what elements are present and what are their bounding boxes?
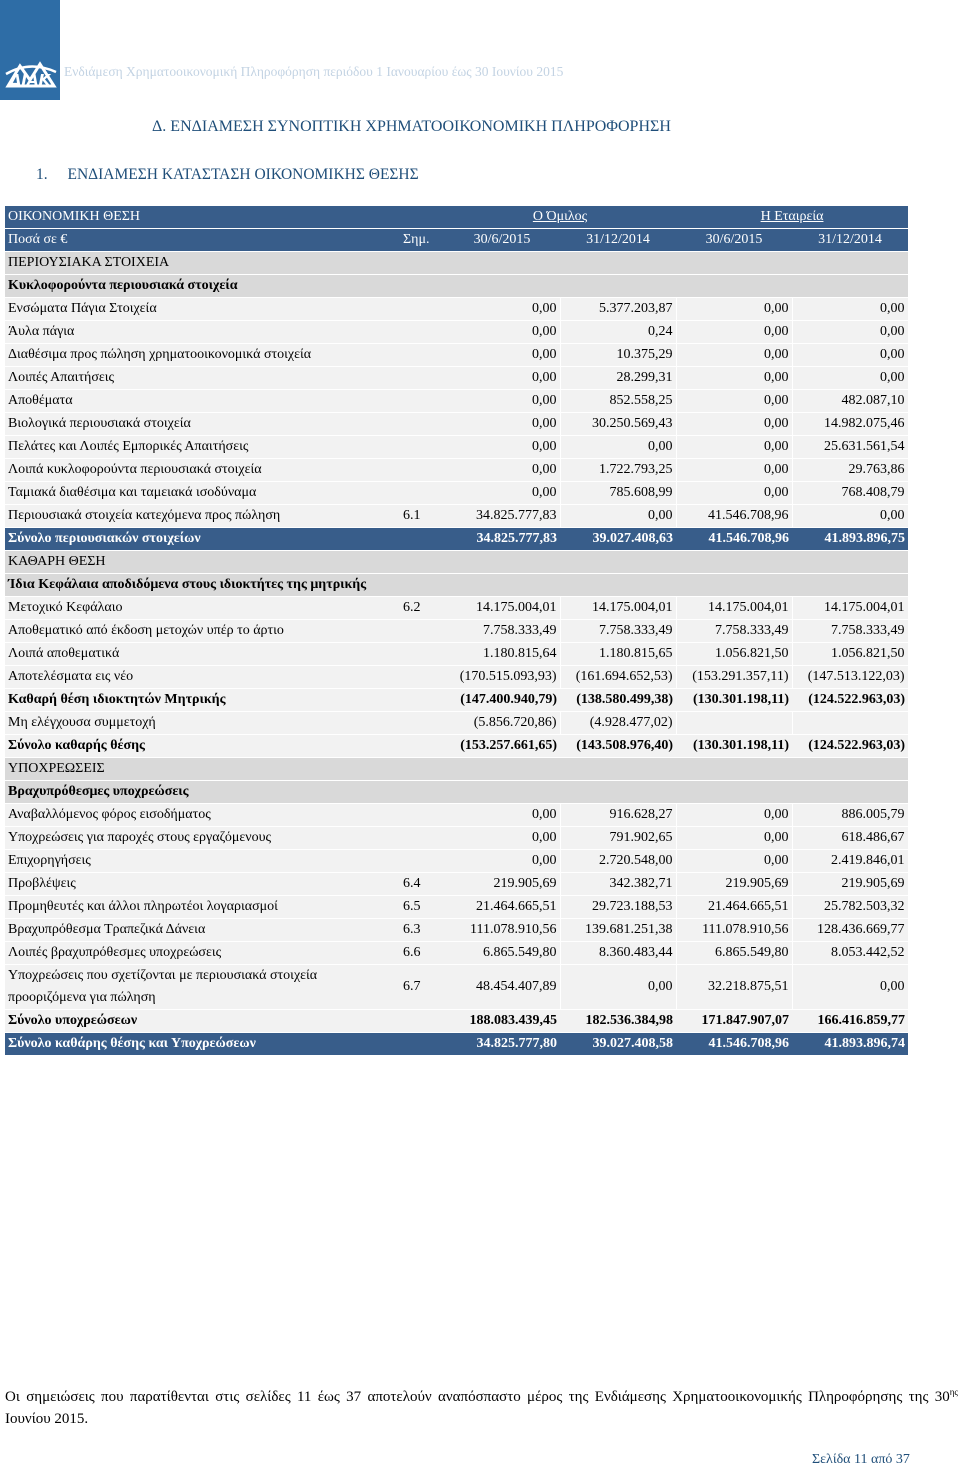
row-label: Καθαρή θέση ιδιοκτητών Μητρικής	[5, 689, 400, 712]
row-value: 0,00	[792, 965, 908, 1010]
row-value: (5.856.720,86)	[444, 712, 560, 735]
row-value: 0,00	[792, 298, 908, 321]
table-row	[5, 321, 908, 344]
note-column-label: Σημ.	[400, 229, 444, 252]
row-value: 7.758.333,49	[676, 620, 792, 643]
row-value: 0,00	[676, 850, 792, 873]
row-value: 0,00	[676, 321, 792, 344]
row-value: 10.375,29	[560, 344, 676, 367]
row-value	[676, 712, 792, 735]
row-label: Σύνολο υποχρεώσεων	[5, 1010, 400, 1033]
row-value: 34.825.777,83	[444, 528, 560, 551]
row-value: 7.758.333,49	[444, 620, 560, 643]
row-label: Υποχρεώσεις που σχετίζονται με περιουσιακά στοιχεία προοριζόμενα για πώληση	[5, 965, 400, 1010]
minority-row	[5, 712, 908, 735]
row-value: 2.720.548,00	[560, 850, 676, 873]
current-assets-heading	[5, 275, 908, 298]
table-row	[5, 505, 908, 528]
row-value: 0,00	[676, 390, 792, 413]
row-value: (153.291.357,11)	[676, 666, 792, 689]
row-value: 0,00	[676, 804, 792, 827]
date-header: 30/6/2015	[676, 229, 792, 252]
row-value: 0,00	[560, 436, 676, 459]
table-row	[5, 459, 908, 482]
group-column-label: Ο Όμιλος	[444, 206, 676, 229]
row-value: 0,00	[676, 482, 792, 505]
row-note	[400, 298, 444, 321]
row-value: 0,00	[444, 850, 560, 873]
row-value: 0,00	[444, 321, 560, 344]
row-value: 32.218.875,51	[676, 965, 792, 1010]
row-value: 0,00	[676, 459, 792, 482]
footer-sup: ης	[949, 1387, 958, 1397]
row-value: (170.515.093,93)	[444, 666, 560, 689]
row-note	[400, 804, 444, 827]
row-value: 0,00	[676, 367, 792, 390]
row-value: 14.175.004,01	[444, 597, 560, 620]
equity-sub-heading-label: Ίδια Κεφάλαια αποδιδόμενα στους ιδιοκτήτες της μητρικής	[5, 574, 908, 597]
row-label: Πελάτες και Λοιπές Εμπορικές Απαιτήσεις	[5, 436, 400, 459]
company-column-label: Η Εταιρεία	[676, 206, 908, 229]
row-value: 0,00	[676, 827, 792, 850]
row-note: 6.5	[400, 896, 444, 919]
row-note: 6.6	[400, 942, 444, 965]
row-label: Λοιπά αποθεματικά	[5, 643, 400, 666]
table-row	[5, 298, 908, 321]
row-value	[792, 712, 908, 735]
row-label: Λοιπές Απαιτήσεις	[5, 367, 400, 390]
row-value: 6.865.549,80	[444, 942, 560, 965]
row-value: 188.083.439,45	[444, 1010, 560, 1033]
row-value: 219.905,69	[676, 873, 792, 896]
table-date-row	[5, 229, 908, 252]
row-label: Ενσώματα Πάγια Στοιχεία	[5, 298, 400, 321]
row-value: 25.782.503,32	[792, 896, 908, 919]
company-logo	[0, 0, 60, 100]
footer-text: Οι σημειώσεις που παρατίθενται στις σελίδες 11 έως 37 αποτελούν αναπόσπαστο μέρος της Ενδιάμεσης Χρηματοοικονομικής Πληροφόρησης της 30	[5, 1389, 950, 1405]
row-note	[400, 436, 444, 459]
row-label: Βιολογικά περιουσιακά στοιχεία	[5, 413, 400, 436]
row-note	[400, 390, 444, 413]
row-note	[400, 367, 444, 390]
total-liabilities-row	[5, 1010, 908, 1033]
row-value: 5.377.203,87	[560, 298, 676, 321]
row-label: Λοιπά κυκλοφορούντα περιουσιακά στοιχεία	[5, 459, 400, 482]
row-value: 0,00	[676, 436, 792, 459]
row-note	[400, 689, 444, 712]
row-value: 111.078.910,56	[444, 919, 560, 942]
row-value: (130.301.198,11)	[676, 735, 792, 758]
total-equity-row	[5, 735, 908, 758]
row-value: 0,00	[444, 344, 560, 367]
row-note	[400, 528, 444, 551]
row-label: Ταμιακά διαθέσιμα και ταμειακά ισοδύναμα	[5, 482, 400, 505]
row-note: 6.2	[400, 597, 444, 620]
sub-section-number: 1.	[36, 166, 48, 183]
row-value: 342.382,71	[560, 873, 676, 896]
table-row	[5, 620, 908, 643]
row-label: Προμηθευτές και άλλοι πληρωτέοι λογαριασμοί	[5, 896, 400, 919]
row-label: Βραχυπρόθεσμα Τραπεζικά Δάνεια	[5, 919, 400, 942]
row-note	[400, 735, 444, 758]
row-value: 25.631.561,54	[792, 436, 908, 459]
row-value: 0,00	[792, 505, 908, 528]
row-value: (143.508.976,40)	[560, 735, 676, 758]
equity-sub-heading	[5, 574, 908, 597]
table-row	[5, 873, 908, 896]
table-row	[5, 896, 908, 919]
row-value: 0,00	[444, 413, 560, 436]
row-label: Αποθέματα	[5, 390, 400, 413]
table-row	[5, 413, 908, 436]
row-value: 7.758.333,49	[560, 620, 676, 643]
liabilities-heading-label: ΥΠΟΧΡΕΩΣΕΙΣ	[5, 758, 908, 781]
row-value: 1.180.815,65	[560, 643, 676, 666]
row-label: Μετοχικό Κεφάλαιο	[5, 597, 400, 620]
row-value: 0,00	[792, 321, 908, 344]
row-value: 34.825.777,80	[444, 1033, 560, 1056]
svg-text:ΔΙΑΚ: ΔΙΑΚ	[9, 71, 51, 89]
row-value: 852.558,25	[560, 390, 676, 413]
financial-position-table	[5, 206, 909, 1056]
row-value: 6.865.549,80	[676, 942, 792, 965]
footer-note	[5, 1381, 958, 1430]
total-assets-row	[5, 528, 908, 551]
row-value: 785.608,99	[560, 482, 676, 505]
row-value: 34.825.777,83	[444, 505, 560, 528]
row-value: 41.546.708,96	[676, 505, 792, 528]
equity-heading	[5, 551, 908, 574]
section-title: Δ. ΕΝΔΙΑΜΕΣΗ ΣΥΝΟΠΤΙΚΗ ΧΡΗΜΑΤΟΟΙΚΟΝΟΜΙΚΗ ΠΛΗΡΟΦΟΡΗΣΗ	[152, 118, 671, 135]
row-value: 791.902,65	[560, 827, 676, 850]
table-row	[5, 597, 908, 620]
row-value: 0,00	[444, 367, 560, 390]
table-row	[5, 367, 908, 390]
row-value: 14.175.004,01	[792, 597, 908, 620]
row-note	[400, 666, 444, 689]
row-note: 6.3	[400, 919, 444, 942]
row-value: 2.419.846,01	[792, 850, 908, 873]
row-value: 0,00	[792, 344, 908, 367]
row-value: 41.546.708,96	[676, 1033, 792, 1056]
row-value: 0,00	[444, 436, 560, 459]
row-label: Διαθέσιμα προς πώληση χρηματοοικονομικά στοιχεία	[5, 344, 400, 367]
document-header-note: Ενδιάμεση Χρηματοοικονομική Πληροφόρηση περιόδου 1 Ιανουαρίου έως 30 Ιουνίου 2015	[64, 64, 564, 79]
assets-heading	[5, 252, 908, 275]
row-note	[400, 620, 444, 643]
row-value: 1.056.821,50	[676, 643, 792, 666]
row-label: Μη ελέγχουσα συμμετοχή	[5, 712, 400, 735]
row-value: 0,00	[676, 344, 792, 367]
row-value: 28.299,31	[560, 367, 676, 390]
row-label: Αναβαλλόμενος φόρος εισοδήματος	[5, 804, 400, 827]
row-value: (4.928.477,02)	[560, 712, 676, 735]
table-row	[5, 482, 908, 505]
table-row	[5, 942, 908, 965]
short-liabilities-heading-label: Βραχυπρόθεσμες υποχρεώσεις	[5, 781, 908, 804]
row-value: 128.436.669,77	[792, 919, 908, 942]
row-note: 6.7	[400, 965, 444, 1010]
row-value: 618.486,67	[792, 827, 908, 850]
row-value: 886.005,79	[792, 804, 908, 827]
row-value: 219.905,69	[792, 873, 908, 896]
held-for-sale-liabilities-row	[5, 965, 908, 1010]
row-note	[400, 413, 444, 436]
row-value: (130.301.198,11)	[676, 689, 792, 712]
row-value: 171.847.907,07	[676, 1010, 792, 1033]
row-value: 0,00	[444, 804, 560, 827]
row-value: 1.180.815,64	[444, 643, 560, 666]
row-value: 0,00	[792, 367, 908, 390]
table-row	[5, 344, 908, 367]
row-value: 916.628,27	[560, 804, 676, 827]
row-value: 0,00	[560, 965, 676, 1010]
row-value: 166.416.859,77	[792, 1010, 908, 1033]
short-liabilities-heading	[5, 781, 908, 804]
row-value: 21.464.665,51	[676, 896, 792, 919]
row-label: Προβλέψεις	[5, 873, 400, 896]
row-value: 0,00	[444, 390, 560, 413]
row-value: 8.053.442,52	[792, 942, 908, 965]
row-value: 41.546.708,96	[676, 528, 792, 551]
row-label: Σύνολο περιουσιακών στοιχείων	[5, 528, 400, 551]
row-value: 219.905,69	[444, 873, 560, 896]
row-value: 0,00	[560, 505, 676, 528]
parent-equity-row	[5, 689, 908, 712]
row-value: 0,00	[444, 298, 560, 321]
date-header: 31/12/2014	[792, 229, 908, 252]
row-value: 29.723.188,53	[560, 896, 676, 919]
table-title: ΟΙΚΟΝΟΜΙΚΗ ΘΕΣΗ	[5, 206, 444, 229]
row-value: (147.400.940,79)	[444, 689, 560, 712]
total-equity-liabilities-row	[5, 1033, 908, 1056]
row-value: 0,00	[676, 413, 792, 436]
table-row	[5, 850, 908, 873]
row-note	[400, 643, 444, 666]
row-note	[400, 712, 444, 735]
row-value: 7.758.333,49	[792, 620, 908, 643]
row-value: (153.257.661,65)	[444, 735, 560, 758]
row-note	[400, 321, 444, 344]
row-value: 768.408,79	[792, 482, 908, 505]
row-label: Περιουσιακά στοιχεία κατεχόμενα προς πώληση	[5, 505, 400, 528]
row-note: 6.1	[400, 505, 444, 528]
date-header: 31/12/2014	[560, 229, 676, 252]
row-value: 0,00	[444, 827, 560, 850]
table-row	[5, 643, 908, 666]
row-value: 1.056.821,50	[792, 643, 908, 666]
row-value: 482.087,10	[792, 390, 908, 413]
row-value: 1.722.793,25	[560, 459, 676, 482]
row-value: 39.027.408,63	[560, 528, 676, 551]
amounts-label: Ποσά σε €	[5, 229, 400, 252]
row-value: 0,00	[676, 298, 792, 321]
row-value: 14.175.004,01	[676, 597, 792, 620]
row-note	[400, 459, 444, 482]
row-value: 182.536.384,98	[560, 1010, 676, 1033]
row-value: (124.522.963,03)	[792, 689, 908, 712]
row-value: 21.464.665,51	[444, 896, 560, 919]
row-value: 14.982.075,46	[792, 413, 908, 436]
row-value: 29.763,86	[792, 459, 908, 482]
row-label: Σύνολο καθαρής θέσης	[5, 735, 400, 758]
table-row	[5, 666, 908, 689]
row-value: (124.522.963,03)	[792, 735, 908, 758]
row-value: 0,24	[560, 321, 676, 344]
current-assets-heading-label: Κυκλοφορούντα περιουσιακά στοιχεία	[5, 275, 908, 298]
sub-section-text: ΕΝΔΙΑΜΕΣΗ ΚΑΤΑΣΤΑΣΗ ΟΙΚΟΝΟΜΙΚΗΣ ΘΕΣΗΣ	[67, 166, 419, 183]
row-label: Άυλα πάγια	[5, 321, 400, 344]
row-label: Λοιπές βραχυπρόθεσμες υποχρεώσεις	[5, 942, 400, 965]
page-number: Σελίδα 11 από 37	[812, 1452, 910, 1467]
row-note	[400, 1033, 444, 1056]
table-row	[5, 919, 908, 942]
row-value: 0,00	[444, 482, 560, 505]
row-value: (161.694.652,53)	[560, 666, 676, 689]
equity-heading-label: ΚΑΘΑΡΗ ΘΕΣΗ	[5, 551, 908, 574]
row-label: Επιχορηγήσεις	[5, 850, 400, 873]
row-label: Σύνολο καθάρης θέσης και Υποχρεώσεων	[5, 1033, 400, 1056]
row-note	[400, 850, 444, 873]
row-label: Αποτελέσματα εις νέο	[5, 666, 400, 689]
footer-text-end: Ιουνίου 2015.	[5, 1411, 89, 1427]
table-row	[5, 804, 908, 827]
row-value: 14.175.004,01	[560, 597, 676, 620]
assets-heading-label: ΠΕΡΙΟΥΣΙΑΚΑ ΣΤΟΙΧΕΙΑ	[5, 252, 908, 275]
row-value: 111.078.910,56	[676, 919, 792, 942]
row-value: 39.027.408,58	[560, 1033, 676, 1056]
row-value: 41.893.896,74	[792, 1033, 908, 1056]
row-value: (147.513.122,03)	[792, 666, 908, 689]
sub-section-title	[36, 166, 419, 184]
date-header: 30/6/2015	[444, 229, 560, 252]
row-note	[400, 344, 444, 367]
row-label: Αποθεματικό από έκδοση μετοχών υπέρ το άρτιο	[5, 620, 400, 643]
table-row	[5, 390, 908, 413]
row-value: 41.893.896,75	[792, 528, 908, 551]
table-header-row	[5, 206, 908, 229]
row-value: 8.360.483,44	[560, 942, 676, 965]
row-label: Υποχρεώσεις για παροχές στους εργαζόμενους	[5, 827, 400, 850]
liabilities-heading	[5, 758, 908, 781]
table-row	[5, 436, 908, 459]
row-value: 139.681.251,38	[560, 919, 676, 942]
table-row	[5, 827, 908, 850]
row-note: 6.4	[400, 873, 444, 896]
row-value: (138.580.499,38)	[560, 689, 676, 712]
row-value: 30.250.569,43	[560, 413, 676, 436]
row-value: 0,00	[444, 459, 560, 482]
row-note	[400, 482, 444, 505]
row-note	[400, 1010, 444, 1033]
row-value: 48.454.407,89	[444, 965, 560, 1010]
row-note	[400, 827, 444, 850]
